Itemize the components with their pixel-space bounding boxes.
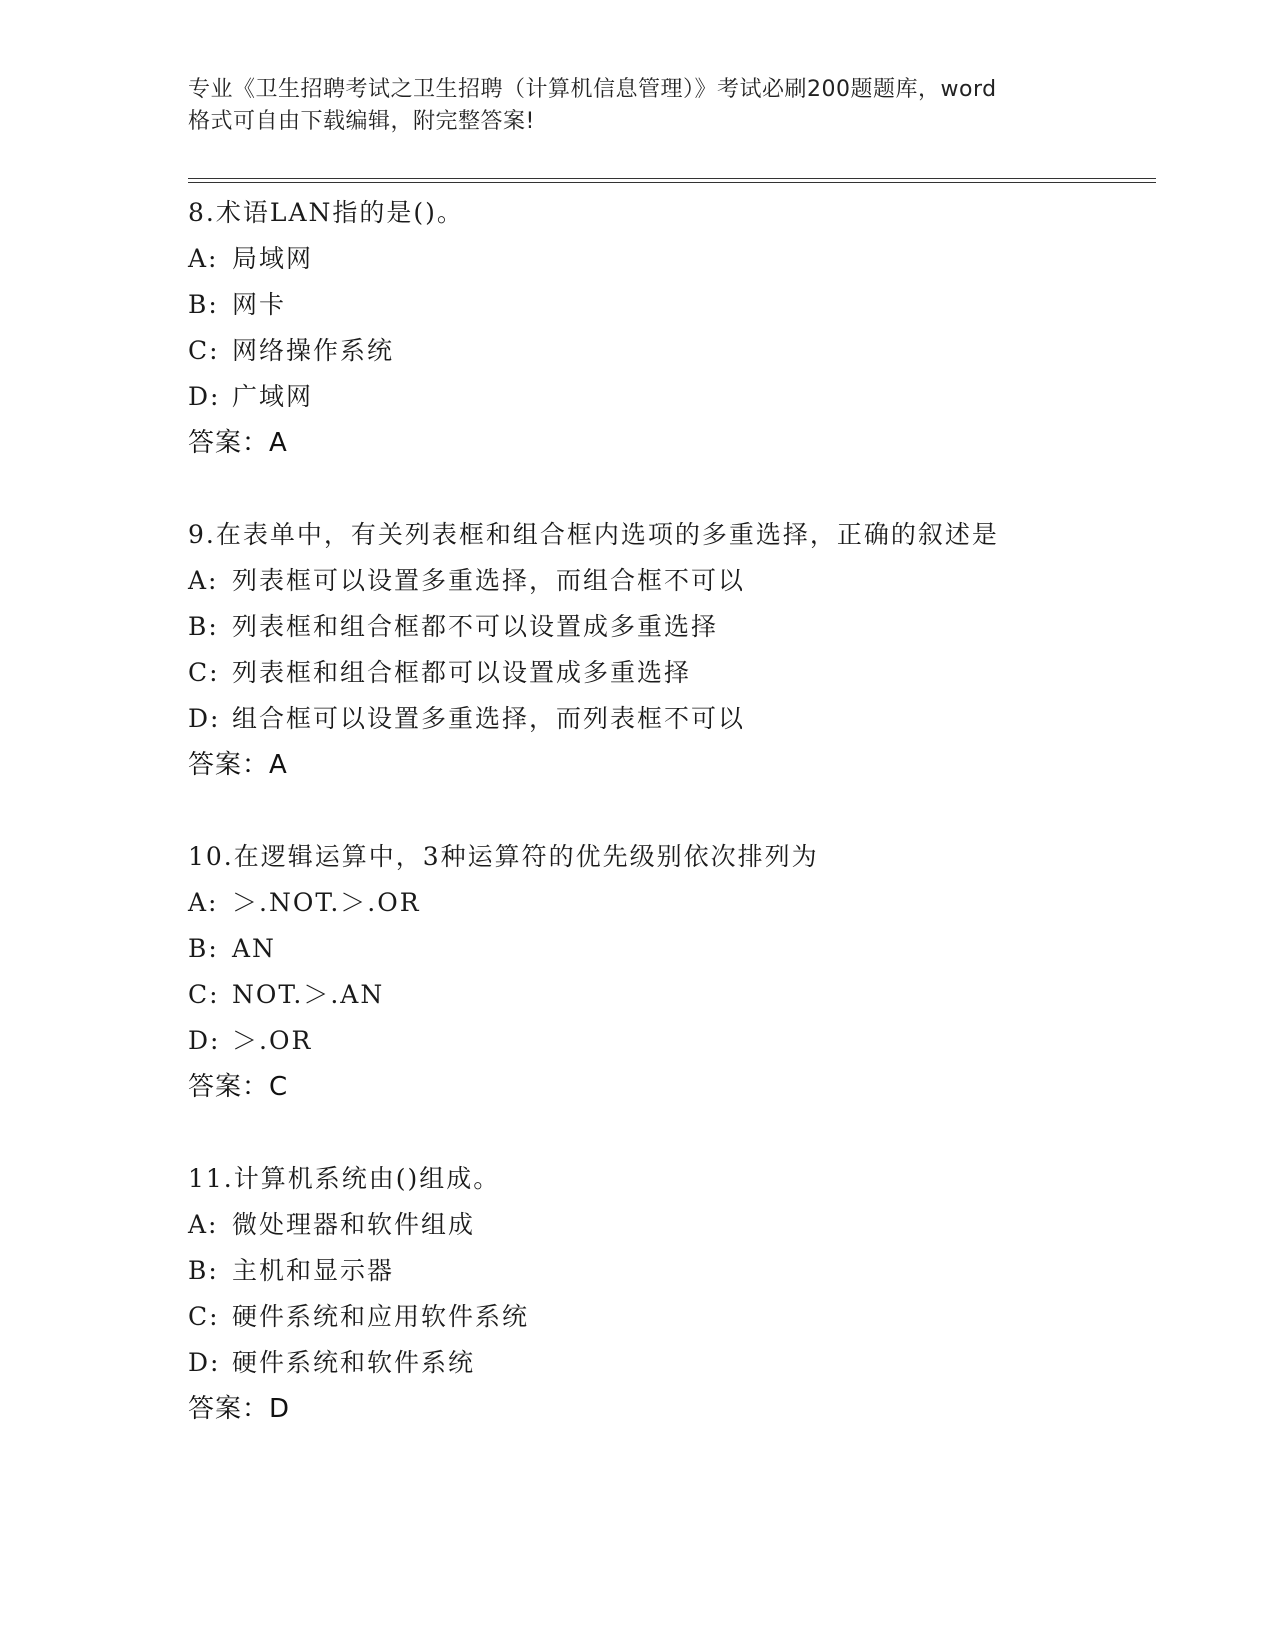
question-stem: 8.术语LAN指的是()。 [188, 198, 464, 227]
option-text: ＞.NOT.＞.OR [232, 888, 421, 917]
option-b [188, 926, 1156, 972]
answer-line: 答案：A [188, 750, 288, 780]
option-b [188, 604, 1156, 650]
option-b [188, 282, 1156, 328]
option-text: 硬件系统和软件系统 [232, 1348, 476, 1377]
option-text: 主机和显示器 [232, 1256, 395, 1285]
option-text: 微处理器和软件组成 [232, 1210, 476, 1239]
option-label: D: [188, 1348, 221, 1377]
option-text: NOT.＞.AN [232, 980, 385, 1009]
option-text: 列表框和组合框都不可以设置成多重选择 [232, 612, 719, 641]
answer-line: 答案：D [188, 1394, 291, 1424]
option-label: D: [188, 382, 221, 411]
option-text: 列表框和组合框都可以设置成多重选择 [232, 658, 692, 687]
question-9 [188, 512, 1156, 788]
option-b [188, 1248, 1156, 1294]
answer-line: 答案：A [188, 428, 288, 458]
option-d [188, 374, 1156, 420]
option-text: 硬件系统和应用软件系统 [232, 1302, 530, 1331]
option-label: C: [188, 336, 220, 365]
question-stem: 11.计算机系统由()组成。 [188, 1164, 501, 1193]
option-a [188, 880, 1156, 926]
option-c [188, 1294, 1156, 1340]
option-text: 组合框可以设置多重选择，而列表框不可以 [232, 704, 746, 733]
option-label: B: [188, 1256, 219, 1285]
option-d [188, 696, 1156, 742]
option-label: C: [188, 1302, 220, 1331]
option-label: B: [188, 612, 219, 641]
header-line-1: 专业《卫生招聘考试之卫生招聘（计算机信息管理）》考试必刷200题题库，word [188, 77, 997, 102]
option-text: 网卡 [232, 290, 287, 319]
option-text: 广域网 [232, 382, 314, 411]
option-label: D: [188, 704, 221, 733]
option-label: B: [188, 934, 219, 963]
header-divider [188, 178, 1156, 183]
option-text: 列表框可以设置多重选择，而组合框不可以 [232, 566, 746, 595]
option-label: C: [188, 980, 220, 1009]
option-d [188, 1340, 1156, 1386]
option-a [188, 558, 1156, 604]
option-a [188, 236, 1156, 282]
option-c [188, 650, 1156, 696]
question-10 [188, 834, 1156, 1110]
document-header [188, 74, 1088, 138]
option-label: C: [188, 658, 220, 687]
option-a [188, 1202, 1156, 1248]
option-c [188, 972, 1156, 1018]
option-label: B: [188, 290, 219, 319]
option-label: A: [188, 1210, 219, 1239]
question-11 [188, 1156, 1156, 1432]
option-d [188, 1018, 1156, 1064]
question-list [188, 190, 1156, 1478]
answer-line: 答案：C [188, 1072, 289, 1102]
option-label: D: [188, 1026, 221, 1055]
option-text: 网络操作系统 [232, 336, 395, 365]
option-text: AN [232, 934, 276, 963]
option-c [188, 328, 1156, 374]
header-line-2: 格式可自由下载编辑，附完整答案! [188, 109, 535, 134]
question-8 [188, 190, 1156, 466]
option-label: A: [188, 888, 219, 917]
option-text: 局域网 [232, 244, 314, 273]
option-label: A: [188, 244, 219, 273]
option-label: A: [188, 566, 219, 595]
option-text: ＞.OR [232, 1026, 313, 1055]
question-stem: 10.在逻辑运算中，3种运算符的优先级别依次排列为 [188, 842, 819, 871]
question-stem: 9.在表单中，有关列表框和组合框内选项的多重选择，正确的叙述是 [188, 520, 999, 549]
